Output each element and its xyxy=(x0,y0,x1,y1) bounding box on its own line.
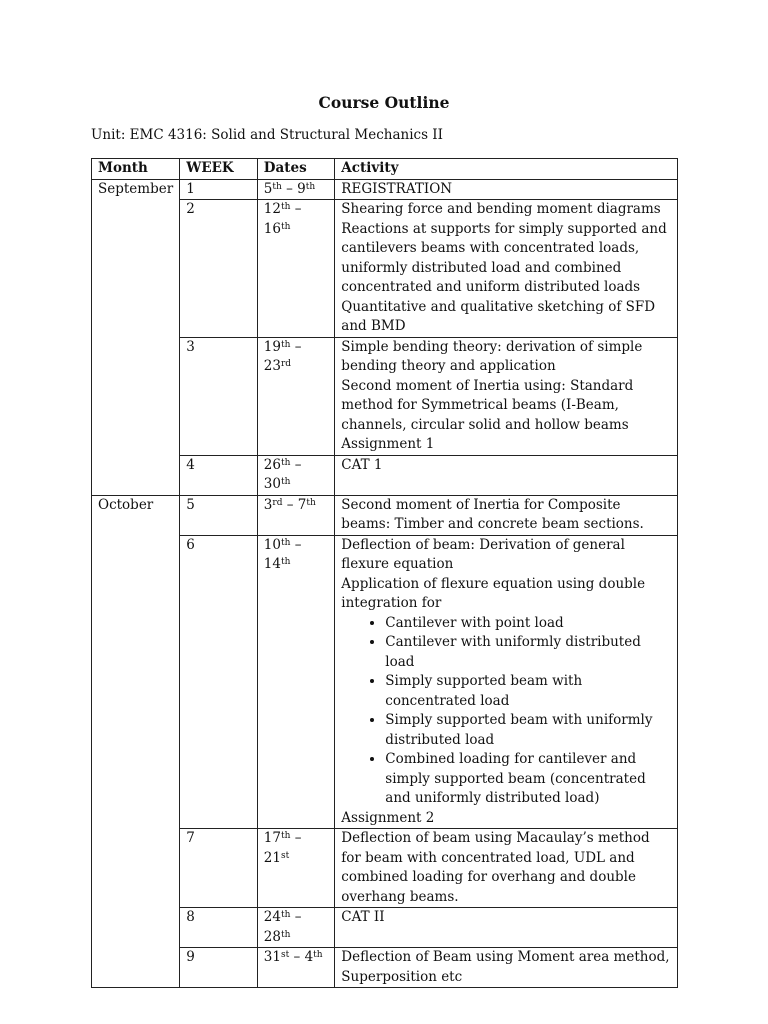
date-suffix: th xyxy=(272,181,282,192)
date-suffix: th xyxy=(280,221,291,232)
activity-text: Shearing force and bending moment diagrams xyxy=(341,201,661,217)
week-cell: 7 xyxy=(180,829,258,908)
date-suffix: th xyxy=(280,202,291,212)
date-suffix: th xyxy=(280,339,291,350)
date-suffix: th xyxy=(280,477,291,487)
month-cell: October xyxy=(92,495,180,988)
activity-text: Application of flexure equation using double integration for xyxy=(341,575,646,611)
activity-cell xyxy=(335,455,678,495)
dates-cell: 3rd – 7th xyxy=(257,495,335,535)
activity-text: Quantitative and qualitative sketching of SFD and BMD xyxy=(341,298,656,334)
table-row xyxy=(92,455,678,495)
table-row xyxy=(92,948,678,988)
date-suffix: th xyxy=(313,950,323,960)
activity-text: Assignment 1 xyxy=(341,436,435,452)
date-suffix: th xyxy=(280,910,291,920)
date-suffix: st xyxy=(280,950,290,960)
activity-text: Simple bending theory: derivation of simple bending theory and application xyxy=(341,338,643,374)
topic-item: • Simply supported beam with concentrated load xyxy=(385,672,671,711)
week-cell: 9 xyxy=(180,948,258,988)
activity-text: REGISTRATION xyxy=(341,180,453,197)
activity-text: CAT 1 xyxy=(341,456,383,473)
header-week: WEEK xyxy=(180,159,258,180)
activity-cell xyxy=(335,179,678,200)
table-row xyxy=(92,200,678,338)
table-row xyxy=(92,829,678,908)
topic-list xyxy=(341,614,671,809)
dates-cell: 10th – 14th xyxy=(257,535,335,829)
dates-cell: 31st – 4th xyxy=(257,948,335,988)
activity-cell xyxy=(335,495,678,535)
dates-cell: 12th – 16th xyxy=(257,200,335,338)
header-activity: Activity xyxy=(335,159,678,180)
dates-cell: 19th – 23rd xyxy=(257,337,335,455)
week-cell: 4 xyxy=(180,455,258,495)
activity-text: Deflection of beam: Derivation of general flexure equation xyxy=(341,536,625,572)
week-cell: 6 xyxy=(180,535,258,829)
date-suffix: th xyxy=(306,497,316,508)
topic-item: • Simply supported beam with uniformly distributed load xyxy=(385,711,671,750)
activity-cell xyxy=(335,337,678,455)
activity-text: Deflection of Beam using Moment area method, Superposition etc xyxy=(341,949,670,985)
header-row xyxy=(92,159,678,180)
dates-cell: 26th – 30th xyxy=(257,455,335,495)
table-row xyxy=(92,495,678,535)
document-title: Course Outline xyxy=(318,93,450,112)
unit-line: Unit: EMC 4316: Solid and Structural Mechanics II xyxy=(91,127,443,143)
activity-text: Reactions at supports for simply supported and cantilevers beams with concentrated loads, uniformly distributed load and combined concentrated and uniform distributed loads xyxy=(341,220,667,295)
table-row xyxy=(92,908,678,948)
activity-text: Deflection of beam using Macaulay’s method for beam with concentrated load, UDL and combined loading for overhang and double overhang beams. xyxy=(341,830,650,905)
date-suffix: th xyxy=(280,537,291,548)
week-cell: 2 xyxy=(180,200,258,338)
activity-cell xyxy=(335,200,678,338)
date-suffix: st xyxy=(280,850,290,861)
topic-item: • Cantilever with uniformly distributed load xyxy=(385,633,671,672)
activity-text: Assignment 2 xyxy=(341,809,435,826)
topic-item: • Combined loading for cantilever and simply supported beam (concentrated and uniformly distributed load) xyxy=(385,750,671,809)
dates-cell: 17th – 21st xyxy=(257,829,335,908)
date-suffix: th xyxy=(280,457,291,468)
activity-cell xyxy=(335,829,678,908)
topic-item: • Cantilever with point load xyxy=(385,614,671,634)
date-suffix: th xyxy=(280,831,291,841)
week-cell: 5 xyxy=(180,495,258,535)
activity-text: Second moment of Inertia using: Standard method for Symmetrical beams (I-Beam, channels, circular solid and hollow beams xyxy=(341,377,634,433)
header-month: Month xyxy=(92,159,180,180)
dates-cell: 24th – 28th xyxy=(257,908,335,948)
week-cell: 8 xyxy=(180,908,258,948)
date-suffix: th xyxy=(305,181,316,192)
header-dates: Dates xyxy=(257,159,335,180)
activity-text: Second moment of Inertia for Composite beams: Timber and concrete beam sections. xyxy=(341,496,644,532)
date-suffix: th xyxy=(280,929,291,940)
table-row xyxy=(92,535,678,829)
activity-text: CAT II xyxy=(341,909,385,925)
activity-cell xyxy=(335,908,678,948)
month-cell: September xyxy=(92,179,180,495)
table-row xyxy=(92,179,678,200)
course-outline-table xyxy=(91,158,678,988)
week-cell: 3 xyxy=(180,337,258,455)
activity-cell xyxy=(335,948,678,988)
week-cell: 1 xyxy=(180,179,258,200)
table-row xyxy=(92,337,678,455)
date-suffix: rd xyxy=(280,359,292,369)
dates-cell: 5th – 9th xyxy=(257,179,335,200)
date-suffix: th xyxy=(280,557,291,567)
activity-cell xyxy=(335,535,678,829)
date-suffix: rd xyxy=(272,497,283,508)
